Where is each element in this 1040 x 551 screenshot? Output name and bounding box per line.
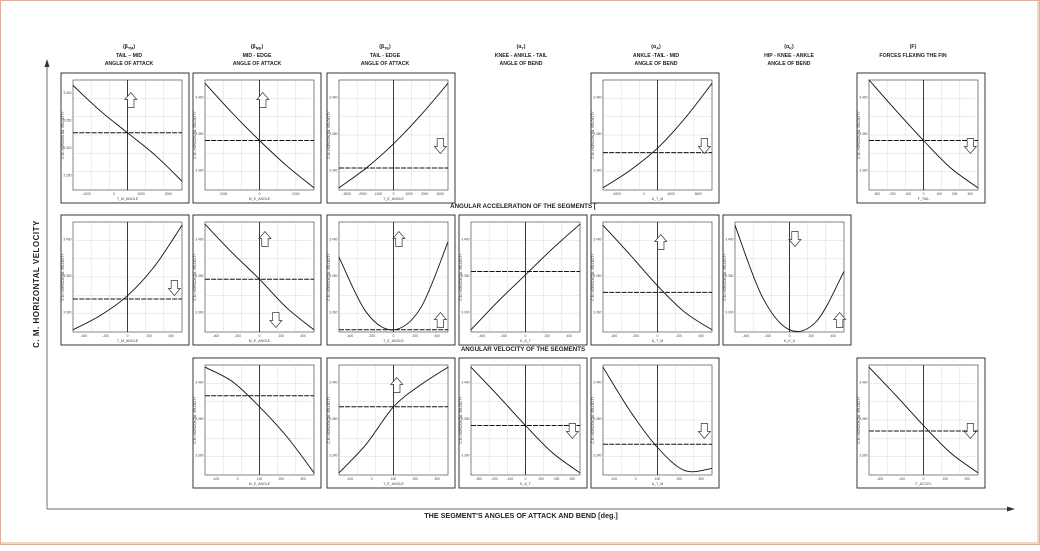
data-point <box>923 140 924 141</box>
chart-panel <box>327 215 455 345</box>
chart-panel <box>327 358 455 488</box>
column-angle-label: ANGLE OF BEND <box>767 61 811 67</box>
y-tick-label: 3.400 <box>593 95 602 100</box>
x-tick-label: 200 <box>553 477 560 481</box>
data-point <box>471 367 472 368</box>
data-point <box>552 453 553 454</box>
y-tick-label: 3.400 <box>329 237 338 242</box>
y-axis-label: C.M. HORIZONTAL VELOCITY <box>193 111 197 159</box>
y-tick-label: 3.350 <box>725 274 734 278</box>
data-point <box>525 425 526 426</box>
x-tick-label: 3000 <box>436 192 444 196</box>
y-tick-label: 3.350 <box>195 132 204 136</box>
data-point <box>657 285 658 286</box>
data-point <box>630 255 631 256</box>
data-point <box>339 472 340 473</box>
data-point <box>896 395 897 396</box>
x-tick-label: 200 <box>412 334 419 338</box>
x-tick-label: -100 <box>898 477 906 481</box>
y-tick-label: 3.400 <box>461 237 470 242</box>
column-symbol: $(\alpha_K)$ <box>784 44 794 51</box>
x-tick-label: -200 <box>234 334 242 338</box>
data-point <box>259 140 260 141</box>
data-point <box>100 110 101 111</box>
x-tick-label: -300 <box>873 192 881 196</box>
data-point <box>978 472 979 473</box>
data-point <box>712 83 713 84</box>
x-tick-label: -200 <box>764 334 772 338</box>
column-headers <box>105 44 947 67</box>
data-point <box>127 132 128 133</box>
y-axis-label: C.M. HORIZONTAL VELOCITY <box>193 253 197 301</box>
data-point <box>816 321 817 322</box>
x-tick-label: -2000 <box>358 192 367 196</box>
data-point <box>657 447 658 448</box>
main-y-axis-arrowhead <box>45 59 50 67</box>
y-tick-label: 3.300 <box>593 310 602 315</box>
data-point <box>314 472 315 473</box>
data-point <box>259 279 260 280</box>
data-point <box>684 470 685 471</box>
y-tick-label: 3.350 <box>859 132 868 136</box>
chart-panel <box>61 73 189 203</box>
column-symbol: $(\alpha_A)$ <box>651 44 661 51</box>
data-point <box>182 225 183 226</box>
x-tick-label: 2000 <box>164 192 173 196</box>
data-point <box>498 301 499 302</box>
x-tick-label: 400 <box>300 334 306 338</box>
x-tick-label: 0 <box>126 334 129 338</box>
data-point <box>580 224 581 225</box>
data-point <box>205 83 206 84</box>
data-point <box>869 80 870 81</box>
data-point <box>393 406 394 407</box>
x-axis-label: K_A_T <box>520 339 531 343</box>
data-point <box>73 85 74 86</box>
data-point <box>205 367 206 368</box>
x-tick-label: 100 <box>654 477 661 481</box>
main-x-axis-arrowhead <box>1007 507 1015 512</box>
x-tick-label: 200 <box>676 334 683 338</box>
data-point <box>232 113 233 114</box>
x-axis-label: H_K_A <box>783 339 796 343</box>
x-tick-label: 0 <box>236 477 239 481</box>
chart-panel <box>61 215 189 345</box>
x-tick-label: 0 <box>258 192 261 196</box>
y-axis-label: C.M. HORIZONTAL VELOCITY <box>459 396 463 444</box>
data-point <box>154 154 155 155</box>
y-tick-label: 3.250 <box>63 173 72 178</box>
data-point <box>73 329 74 330</box>
x-tick-label: 300 <box>434 477 440 481</box>
y-axis-label: C.M. HORIZONTAL VELOCITY <box>857 111 861 159</box>
y-tick-label: 3.400 <box>63 90 72 95</box>
x-tick-label: -200 <box>500 334 508 338</box>
data-point <box>420 384 421 385</box>
data-point <box>603 187 604 188</box>
x-tick-label: 0 <box>112 192 115 196</box>
column-segment-label: FORCES FLEXING THE FIN <box>879 53 947 59</box>
x-tick-label: 2000 <box>292 192 300 196</box>
y-tick-label: 3.400 <box>329 95 338 100</box>
y-tick-label: 3.300 <box>593 453 602 458</box>
data-point <box>182 181 183 182</box>
data-point <box>923 425 924 426</box>
chart-panel <box>857 358 985 488</box>
chart-panel <box>327 73 455 203</box>
y-axis-title: C. M. HORIZONTAL VELOCITY <box>32 220 41 348</box>
x-tick-label: 100 <box>942 477 949 481</box>
data-point <box>366 444 367 445</box>
x-axis-label: T_E_ANGLE <box>383 197 404 201</box>
data-point <box>896 110 897 111</box>
y-tick-label: 3.350 <box>859 417 868 421</box>
data-point <box>869 367 870 368</box>
x-axis-label: A_T_M <box>651 197 664 201</box>
x-axis-label: F_TAIL <box>917 197 930 201</box>
column-segment-label: ANKLE -TAIL - MID <box>632 53 680 59</box>
x-tick-label: -100 <box>212 477 220 481</box>
x-tick-label: 200 <box>146 334 153 338</box>
data-point <box>393 143 394 144</box>
x-tick-label: 100 <box>256 477 263 481</box>
y-tick-label: 3.350 <box>195 417 204 421</box>
data-point <box>100 315 101 316</box>
y-tick-label: 3.350 <box>461 274 470 278</box>
data-point <box>314 329 315 330</box>
x-tick-label: 400 <box>566 334 572 338</box>
data-point <box>712 468 713 469</box>
y-tick-label: 3.300 <box>195 168 204 173</box>
x-tick-label: 100 <box>936 192 942 196</box>
x-axis-label: T_E_ANGLE <box>383 482 404 486</box>
y-tick-label: 3.400 <box>63 237 72 242</box>
x-tick-label: 8000 <box>694 192 703 196</box>
data-point <box>232 252 233 253</box>
data-point <box>448 241 449 242</box>
chart-panel <box>591 358 719 488</box>
y-tick-label: 3.300 <box>329 453 338 458</box>
x-tick-label: 0 <box>922 477 925 481</box>
data-point <box>471 329 472 330</box>
x-tick-label: 1000 <box>137 192 145 196</box>
y-axis-label: C.M. HORIZONTAL VELOCITY <box>857 396 861 444</box>
column-angle-label: ANGLE OF ATTACK <box>104 61 154 67</box>
data-point <box>286 436 287 437</box>
column-symbol: $(\beta_{TE})$ <box>379 44 391 51</box>
y-tick-label: 3.350 <box>63 274 72 278</box>
x-tick-label: -200 <box>368 334 376 338</box>
chart-panel <box>193 73 321 203</box>
data-point <box>366 168 367 169</box>
x-tick-label: 300 <box>300 477 306 481</box>
y-tick-label: 3.400 <box>859 95 868 100</box>
data-point <box>762 296 763 297</box>
y-tick-label: 3.300 <box>461 310 470 315</box>
y-axis-label: C.M. HORIZONTAL VELOCITY <box>193 396 197 444</box>
x-tick-label: -100 <box>610 477 618 481</box>
column-angle-label: ANGLE OF ATTACK <box>360 61 410 67</box>
section-label-acceleration: ANGULAR ACCELERATION OF THE SEGMENTS [ <box>450 203 596 210</box>
data-point <box>657 148 658 149</box>
x-tick-label: -400 <box>610 334 618 338</box>
x-tick-label: 200 <box>544 334 551 338</box>
section-label-velocity: ANGULAR VELOCITY OF THE SEGMENTS <box>460 346 586 353</box>
y-tick-label: 3.350 <box>195 274 204 278</box>
y-axis-label: C.M. HORIZONTAL VELOCITY <box>327 253 331 301</box>
x-tick-label: -1000 <box>82 192 91 196</box>
y-axis-label: C.M. HORIZONTAL VELOCITY <box>591 396 595 444</box>
y-tick-label: 3.350 <box>329 132 338 136</box>
x-tick-label: -100 <box>506 477 514 481</box>
x-tick-label: -400 <box>742 334 750 338</box>
x-tick-label: -400 <box>346 334 354 338</box>
data-point <box>420 307 421 308</box>
y-tick-label: 3.350 <box>63 118 72 123</box>
data-point <box>259 406 260 407</box>
x-tick-label: 0 <box>370 477 373 481</box>
x-tick-label: 0 <box>258 334 261 338</box>
y-tick-label: 3.300 <box>329 310 338 315</box>
y-tick-label: 3.400 <box>593 380 602 385</box>
x-tick-label: 300 <box>967 192 973 196</box>
y-tick-label: 3.400 <box>461 380 470 385</box>
x-tick-label: 1000 <box>405 192 413 196</box>
x-axis-label: T_M_ANGLE <box>116 339 139 343</box>
y-axis-label: C.M. HORIZONTAL VELOCITY <box>591 253 595 301</box>
y-tick-label: 3.300 <box>195 310 204 315</box>
data-point <box>603 225 604 226</box>
data-point <box>630 411 631 412</box>
column-angle-label: ANGLE OF BEND <box>499 61 543 67</box>
data-point <box>950 168 951 169</box>
y-tick-label: 3.400 <box>593 237 602 242</box>
x-tick-label: -100 <box>346 477 354 481</box>
column-segment-label: MID - EDGE <box>242 53 272 59</box>
data-point <box>684 312 685 313</box>
x-axis-title: THE SEGMENT'S ANGLES OF ATTACK AND BEND [deg.] <box>424 511 618 520</box>
y-axis-label: C.M. HORIZONTAL VELOCITY <box>61 111 65 159</box>
x-tick-label: 0 <box>656 334 659 338</box>
x-tick-label: 0 <box>392 192 395 196</box>
data-point <box>552 248 553 249</box>
x-axis-label: K_A_T <box>520 482 531 486</box>
y-tick-label: 3.350 <box>593 417 602 421</box>
data-point <box>844 271 845 272</box>
x-axis-label: T_M_ANGLE <box>116 197 139 201</box>
x-tick-label: 0 <box>642 192 645 196</box>
x-axis-label: F_ACCEL <box>915 482 932 486</box>
data-point <box>286 165 287 166</box>
x-axis-label: A_T_M <box>651 339 664 343</box>
column-symbol: $(\beta_{ME})$ <box>250 44 264 51</box>
data-point <box>366 312 367 313</box>
x-tick-label: -3000 <box>342 192 352 196</box>
y-axis-label: C.M. HORIZONTAL VELOCITY <box>327 396 331 444</box>
x-axis-label: M_E_ANGLE <box>248 339 271 343</box>
x-tick-label: -400 <box>478 334 486 338</box>
y-axis-label: C.M. HORIZONTAL VELOCITY <box>459 253 463 301</box>
y-tick-label: 3.300 <box>725 310 734 315</box>
x-axis-label: M_E_ANGLE <box>248 197 271 201</box>
x-tick-label: 400 <box>168 334 174 338</box>
y-tick-label: 3.300 <box>63 310 72 315</box>
column-angle-label: ANGLE OF BEND <box>634 61 678 67</box>
data-point <box>950 453 951 454</box>
column-segment-label: HIP - KNEE - ANKLE <box>764 53 814 59</box>
x-tick-label: 0 <box>524 334 527 338</box>
x-tick-label: 100 <box>538 477 544 481</box>
chart-panel <box>193 358 321 488</box>
chart-panel <box>591 215 719 345</box>
y-tick-label: 3.350 <box>593 132 602 136</box>
column-angle-label: ANGLE OF ATTACK <box>232 61 282 67</box>
y-tick-label: 3.400 <box>195 95 204 100</box>
chart-panel <box>193 215 321 345</box>
x-tick-label: 0 <box>634 477 637 481</box>
y-tick-label: 3.300 <box>859 453 868 458</box>
x-tick-label: 400 <box>698 334 704 338</box>
x-tick-label: 100 <box>390 477 397 481</box>
y-axis-label: C.M. HORIZONTAL VELOCITY <box>723 253 727 301</box>
x-tick-label: -1000 <box>373 192 383 196</box>
data-point <box>580 472 581 473</box>
x-tick-label: 300 <box>569 477 575 481</box>
data-point <box>630 170 631 171</box>
data-point <box>448 83 449 84</box>
data-point <box>789 329 790 330</box>
y-tick-label: 3.400 <box>329 380 338 385</box>
x-tick-label: -200 <box>889 192 896 196</box>
y-tick-label: 3.400 <box>725 237 734 242</box>
data-point <box>420 115 421 116</box>
y-tick-label: 3.300 <box>593 168 602 173</box>
y-tick-label: 3.300 <box>329 168 338 173</box>
x-tick-label: 200 <box>964 477 970 481</box>
data-point <box>314 187 315 188</box>
data-point <box>712 329 713 330</box>
x-tick-label: 200 <box>676 477 683 481</box>
y-tick-label: 3.400 <box>195 237 204 242</box>
x-tick-label: 200 <box>808 334 815 338</box>
chart-panel <box>459 215 587 345</box>
data-point <box>978 187 979 188</box>
data-point <box>286 307 287 308</box>
y-tick-label: 3.300 <box>63 145 72 150</box>
data-point <box>735 225 736 226</box>
chart-panel <box>723 215 851 345</box>
x-tick-label: -2000 <box>218 192 228 196</box>
y-tick-label: 3.400 <box>195 380 204 385</box>
data-point <box>525 274 526 275</box>
x-tick-label: -200 <box>632 334 640 338</box>
column-segment-label: KNEE - ANKLE - TAIL <box>494 53 548 59</box>
figure-canvas <box>1 1 1040 546</box>
data-point <box>603 367 604 368</box>
x-tick-label: 200 <box>278 334 285 338</box>
y-tick-label: 3.350 <box>329 274 338 278</box>
data-point <box>393 329 394 330</box>
y-tick-label: 3.300 <box>195 453 204 458</box>
y-tick-label: 3.350 <box>593 274 602 278</box>
data-point <box>684 118 685 119</box>
column-symbol: $(\alpha_T)$ <box>516 44 526 51</box>
x-tick-label: 400 <box>830 334 836 338</box>
x-tick-label: 4000 <box>667 192 675 196</box>
data-point <box>127 295 128 296</box>
data-point <box>205 224 206 225</box>
y-axis-label: C.M. HORIZONTAL VELOCITY <box>61 253 65 301</box>
y-tick-label: 3.350 <box>461 417 470 421</box>
x-axis-label: A_T_M <box>651 482 664 486</box>
x-tick-label: 0 <box>392 334 395 338</box>
y-tick-label: 3.400 <box>859 380 868 385</box>
x-tick-label: -400 <box>80 334 88 338</box>
x-tick-label: -200 <box>491 477 498 481</box>
x-tick-label: 2000 <box>420 192 429 196</box>
data-point <box>154 266 155 267</box>
x-tick-label: 400 <box>434 334 440 338</box>
column-symbol: (F) <box>909 44 917 50</box>
chart-panel <box>857 73 985 203</box>
x-tick-label: -400 <box>212 334 220 338</box>
y-tick-label: 3.350 <box>329 417 338 421</box>
x-tick-label: 0 <box>524 477 527 481</box>
x-tick-label: 0 <box>788 334 791 338</box>
x-tick-label: -300 <box>475 477 483 481</box>
x-tick-label: 200 <box>278 477 285 481</box>
x-tick-label: -100 <box>904 192 912 196</box>
x-tick-label: 200 <box>412 477 419 481</box>
column-segment-label: TAIL – MID <box>115 53 143 59</box>
x-tick-label: 0 <box>922 192 925 196</box>
data-point <box>339 257 340 258</box>
y-tick-label: 3.300 <box>859 168 868 173</box>
y-axis-label: C.M. HORIZONTAL VELOCITY <box>591 111 595 159</box>
data-point <box>498 395 499 396</box>
x-tick-label: -200 <box>102 334 110 338</box>
chart-panel <box>591 73 719 203</box>
y-tick-label: 3.300 <box>461 453 470 458</box>
data-point <box>339 187 340 188</box>
chart-panels <box>61 73 985 488</box>
x-axis-label: T_E_ANGLE <box>383 339 404 343</box>
data-point <box>448 367 449 368</box>
column-segment-label: TAIL - EDGE <box>369 53 401 59</box>
x-tick-label: -4000 <box>612 192 621 196</box>
x-tick-label: -200 <box>876 477 884 481</box>
data-point <box>232 381 233 382</box>
y-axis-label: C.M. HORIZONTAL VELOCITY <box>327 111 331 159</box>
chart-panel <box>459 358 587 488</box>
x-axis-label: M_E_ANGLE <box>248 482 271 486</box>
x-tick-label: 300 <box>698 477 704 481</box>
column-symbol: $(\beta_{TM})$ <box>122 44 136 51</box>
x-tick-label: 200 <box>951 192 958 196</box>
